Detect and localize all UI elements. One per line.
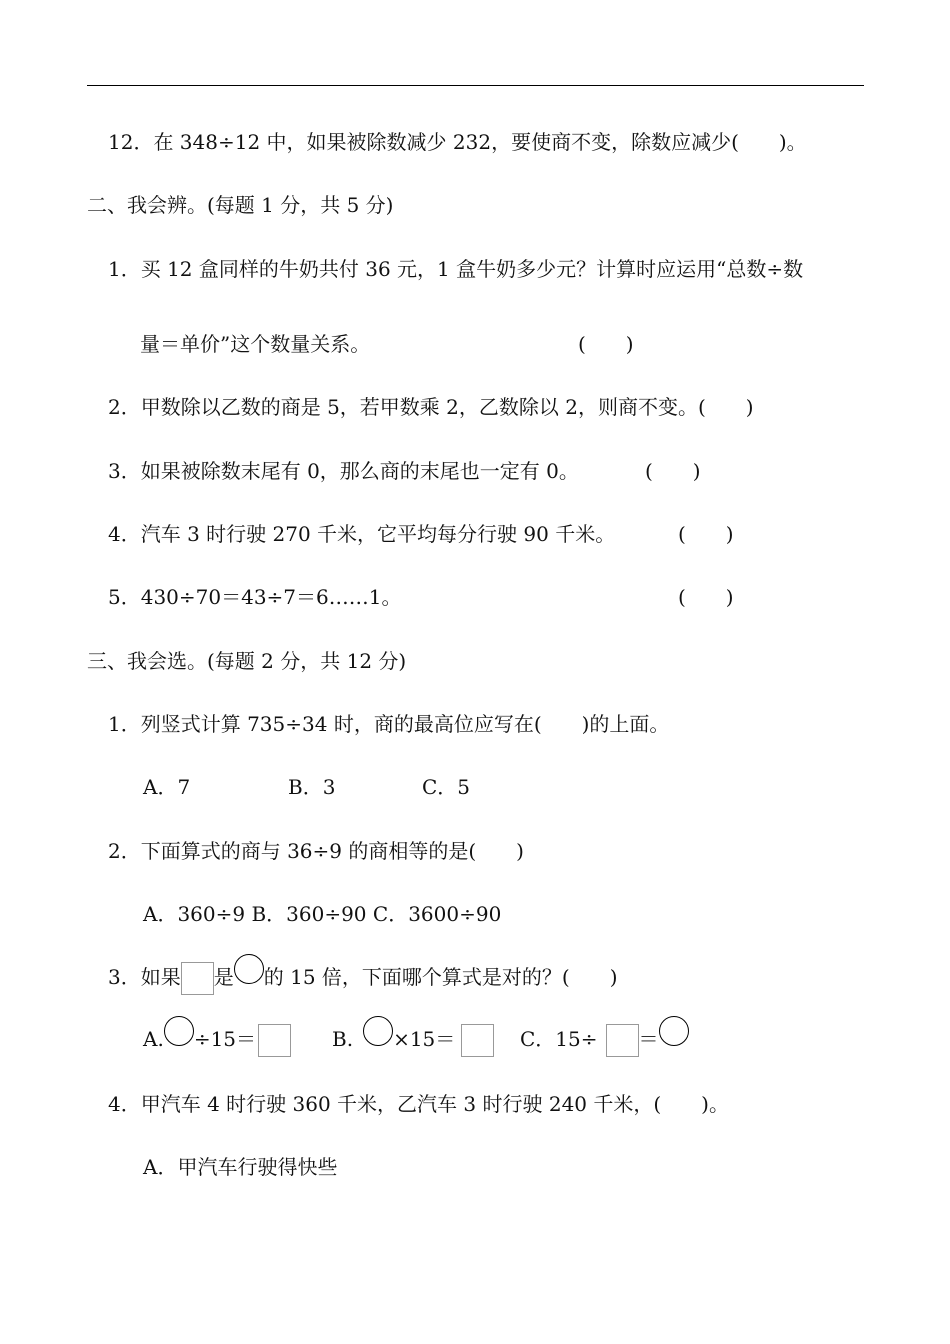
circle-shape-icon: [659, 1016, 689, 1046]
question-s3-3: [108, 962, 618, 995]
question-s3-1: 1．列竖式计算 735÷34 时，商的最高位应写在( )的上面。: [108, 712, 670, 736]
question-s2-1-line2: 量＝单价”这个数量关系。: [140, 332, 371, 356]
square-shape-icon: [606, 1024, 639, 1057]
option-b-op: ×15＝: [393, 1027, 456, 1051]
q3-text-mid: 是: [213, 965, 234, 989]
option-a-op: ÷15＝: [193, 1027, 257, 1051]
q3-text-post: 的 15 倍，下面哪个算式是对的？( ): [263, 965, 618, 989]
option-a-label: A.: [143, 1027, 164, 1051]
option-s3-1-b[interactable]: B．3: [288, 775, 336, 799]
option-s3-1-a[interactable]: A．7: [143, 775, 191, 799]
option-s3-3-b[interactable]: [332, 1024, 494, 1057]
option-b-label: B.: [332, 1027, 354, 1051]
answer-paren-s2-1[interactable]: ( ): [578, 332, 634, 356]
option-s3-3-c[interactable]: [520, 1024, 689, 1057]
question-s2-4: 4．汽车 3 时行驶 270 千米，它平均每分行驶 90 千米。: [108, 522, 616, 546]
question-s2-3: 3．如果被除数末尾有 0，那么商的末尾也一定有 0。: [108, 459, 579, 483]
option-c-label: C．15÷: [520, 1027, 598, 1051]
question-s1-12: 12．在 348÷12 中，如果被除数减少 232，要使商不变，除数应减少( )。: [108, 130, 807, 154]
circle-shape-icon: [164, 1016, 194, 1046]
question-s2-1-line1: 1．买 12 盒同样的牛奶共付 36 元，1 盒牛奶多少元？计算时应运用“总数÷数: [108, 257, 804, 281]
header-rule: [87, 85, 864, 86]
option-s3-1-c[interactable]: C．5: [422, 775, 471, 799]
option-s3-3-a[interactable]: [143, 1024, 291, 1057]
question-s2-2: 2．甲数除以乙数的商是 5，若甲数乘 2，乙数除以 2，则商不变。( ): [108, 395, 754, 419]
circle-shape-icon: [234, 954, 264, 984]
circle-shape-icon: [363, 1016, 393, 1046]
square-shape-icon: [461, 1024, 494, 1057]
question-s2-5: 5．430÷70＝43÷7＝6……1。: [108, 585, 402, 609]
question-s3-2: 2．下面算式的商与 36÷9 的商相等的是( ): [108, 839, 524, 863]
option-s3-4-a[interactable]: A．甲汽车行驶得快些: [143, 1155, 338, 1179]
q3-text-pre: 3．如果: [108, 965, 181, 989]
question-s3-4: 4．甲汽车 4 时行驶 360 千米，乙汽车 3 时行驶 240 千米，( )。: [108, 1092, 729, 1116]
square-shape-icon: [181, 962, 214, 995]
option-c-eq: ＝: [638, 1027, 659, 1051]
section-2-heading: 二、我会辨。(每题 1 分，共 5 分): [87, 193, 394, 217]
square-shape-icon: [258, 1024, 291, 1057]
answer-paren-s2-4[interactable]: ( ): [678, 522, 734, 546]
answer-paren-s2-5[interactable]: ( ): [678, 585, 734, 609]
section-3-heading: 三、我会选。(每题 2 分，共 12 分): [87, 649, 407, 673]
answer-paren-s2-3[interactable]: ( ): [645, 459, 701, 483]
options-s3-2[interactable]: A．360÷9 B．360÷90 C．3600÷90: [143, 902, 502, 926]
